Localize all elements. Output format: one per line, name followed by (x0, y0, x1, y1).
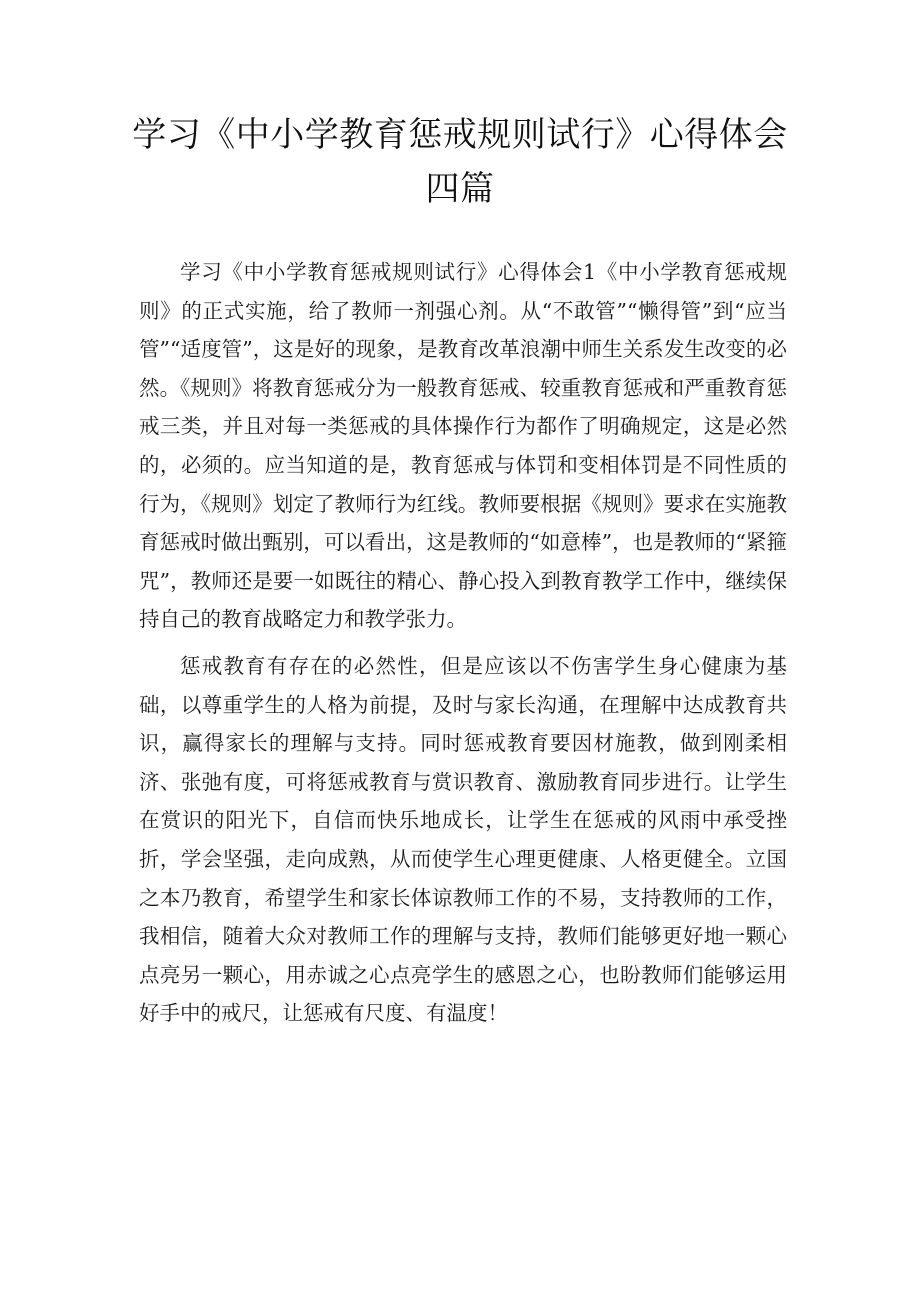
document-title (130, 108, 790, 216)
body-paragraph-2: 惩戒教育有存在的必然性，但是应该以不伤害学生身心健康为基础，以尊重学生的人格为前提，及时与家长沟通，在理解中达成教育共识，赢得家长的理解与支持。同时惩戒教育要因材施教，做到刚柔相济、张弛有度，可将惩戒教育与赏识教育、激励教育同步进行。让学生在赏识的阳光下，自信而快乐地成长，让学生在惩戒的风雨中承受挫折，学会坚强，走向成熟，从而使学生心理更健康、人格更健全。立国之本乃教育，希望学生和家长体谅教师工作的不易，支持教师的工作，我相信，随着大众对教师工作的理解与支持，教师们能够更好地一颗心点亮另一颗心，用赤诚之心点亮学生的感恩之心，也盼教师们能够运用好手中的戒尺，让惩戒有尺度、有温度！ (139, 653, 787, 1026)
document-body (139, 253, 787, 1033)
body-paragraph-1: 学习《中小学教育惩戒规则试行》心得体会1《中小学教育惩戒规则》的正式实施，给了教师一剂强心剂。从“不敢管”“懒得管”到“应当管”“适度管”，这是好的现象，是教育改革浪潮中师生关系发生改变的必然。《规则》将教育惩戒分为一般教育惩戒、较重教育惩戒和严重教育惩戒三类，并且对每一类惩戒的具体操作行为都作了明确规定，这是必然的，必须的。应当知道的是，教育惩戒与体罚和变相体罚是不同性质的行为，《规则》划定了教师行为红线。教师要根据《规则》要求在实施教育惩戒时做出甄别，可以看出，这是教师的“如意棒”，也是教师的“紧箍咒”，教师还是要一如既往的精心、静心投入到教育教学工作中，继续保持自己的教育战略定力和教学张力。 (139, 260, 787, 632)
title-line-2: 四篇 (425, 169, 495, 209)
title-line-1: 学习《中小学教育惩戒规则试行》心得体会 (132, 115, 788, 155)
